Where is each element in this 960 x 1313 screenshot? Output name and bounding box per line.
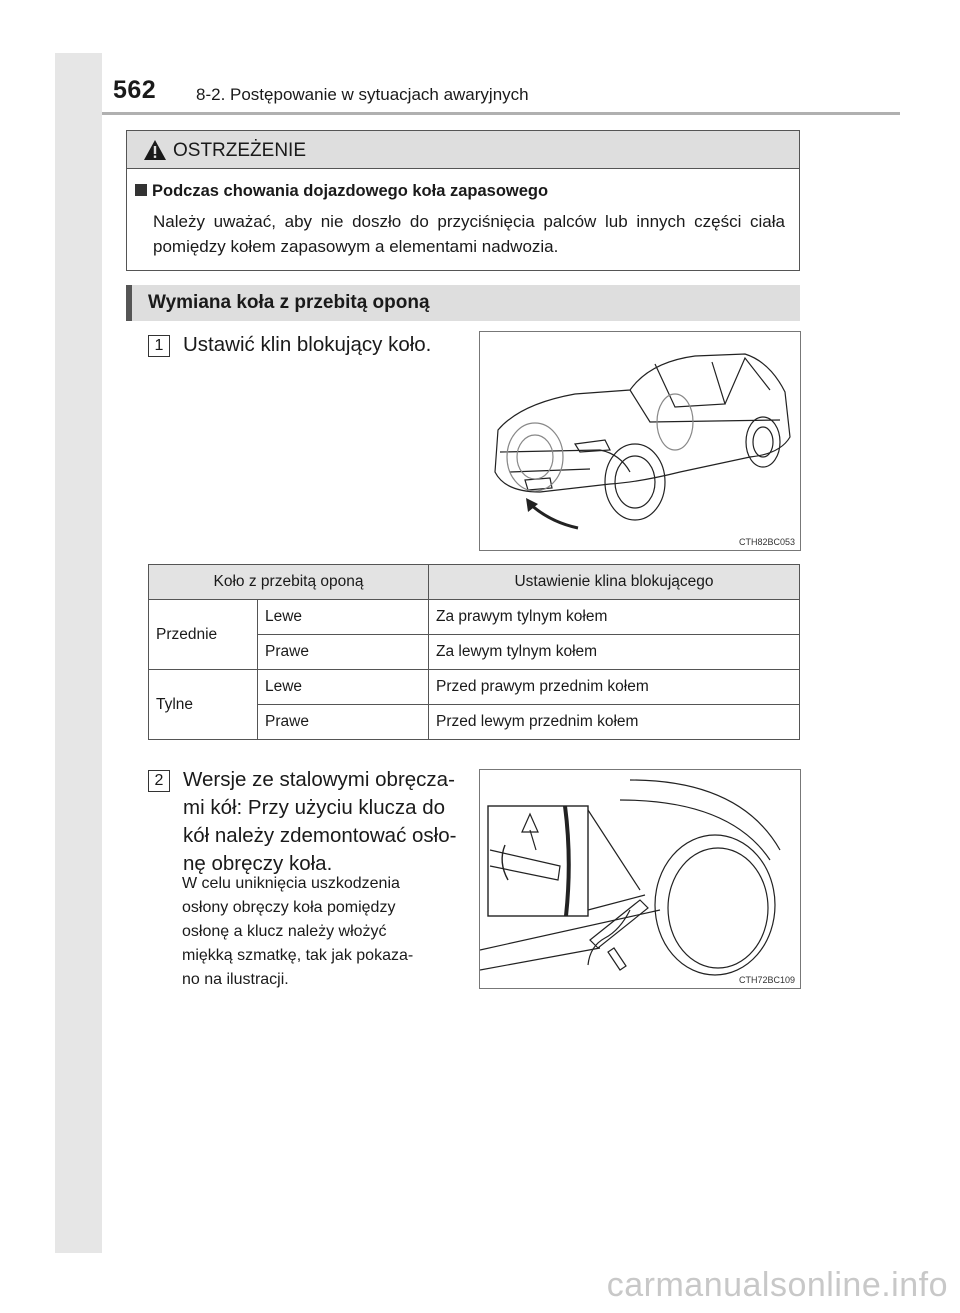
table-row	[149, 600, 800, 635]
table-header-row	[149, 565, 800, 600]
table-cell-placement: Za lewym tylnym kołem	[429, 635, 800, 670]
table-group-label: Przednie	[149, 600, 258, 670]
warning-box	[126, 130, 800, 271]
step-2-line: mi kół: Przy użyciu klucza do	[183, 796, 446, 819]
wheel-chock-table	[148, 564, 800, 740]
step-2-line: nę obręczy koła.	[183, 852, 333, 875]
step-1-text: Ustawić klin blokujący koło.	[183, 333, 432, 356]
page-number: 562	[113, 76, 157, 104]
table-group-label: Tylne	[149, 670, 258, 740]
warning-triangle-icon	[143, 139, 167, 161]
car-wheel-chock-icon	[480, 332, 800, 550]
section-title: Wymiana koła z przebitą oponą	[148, 292, 430, 313]
header-rule	[102, 112, 900, 115]
note-line: osłony obręczy koła pomiędzy	[182, 899, 396, 916]
warning-subtitle: Podczas chowania dojazdowego koła zapasowego	[152, 182, 549, 200]
table-cell-side: Lewe	[258, 670, 429, 705]
table-cell-placement: Za prawym tylnym kołem	[429, 600, 800, 635]
table-cell-placement: Przed lewym przednim kołem	[429, 705, 800, 740]
warning-title: OSTRZEŻENIE	[173, 140, 307, 161]
note-line: miękką szmatkę, tak jak pokaza-	[182, 947, 414, 964]
illustration-car-wheel-chock	[479, 331, 801, 551]
step-2-line: kół należy zdemontować osło-	[183, 824, 457, 847]
table-header-cell: Ustawienie klina blokującego	[429, 565, 800, 600]
illustration-code-1: CTH82BC053	[738, 537, 795, 547]
note-line: no na ilustracji.	[182, 971, 289, 988]
note-line: W celu uniknięcia uszkodzenia	[182, 875, 400, 892]
step-2-line: Wersje ze stalowymi obręcza-	[183, 768, 455, 791]
note-line: osłonę a klucz należy włożyć	[182, 923, 387, 940]
warning-header	[127, 131, 799, 169]
table-cell-side: Lewe	[258, 600, 429, 635]
table-cell-placement: Przed prawym przednim kołem	[429, 670, 800, 705]
square-bullet-icon	[135, 184, 147, 196]
illustration-wheel-cover-removal	[479, 769, 801, 989]
section-heading	[126, 285, 800, 321]
table-cell-side: Prawe	[258, 635, 429, 670]
side-band	[55, 53, 102, 1253]
chapter-title: 8-2. Postępowanie w sytuacjach awaryjnych	[196, 85, 529, 104]
table-header-cell: Koło z przebitą oponą	[149, 565, 429, 600]
step-2-text	[183, 766, 463, 878]
warning-body: Należy uważać, aby nie doszło do przyciśnięcia palców lub innych części ciała pomiędzy kołem zapasowym a elementami nadwozia.	[153, 212, 785, 256]
wheel-cover-removal-icon	[480, 770, 800, 988]
step-number-2: 2	[148, 770, 170, 792]
illustration-code-2: CTH72BC109	[738, 975, 795, 985]
watermark: carmanualsonline.info	[606, 1266, 948, 1304]
step-number-1: 1	[148, 335, 170, 357]
table-cell-side: Prawe	[258, 705, 429, 740]
step-2-note	[182, 872, 462, 992]
warning-subtitle-row	[135, 182, 548, 201]
table-row	[149, 670, 800, 705]
